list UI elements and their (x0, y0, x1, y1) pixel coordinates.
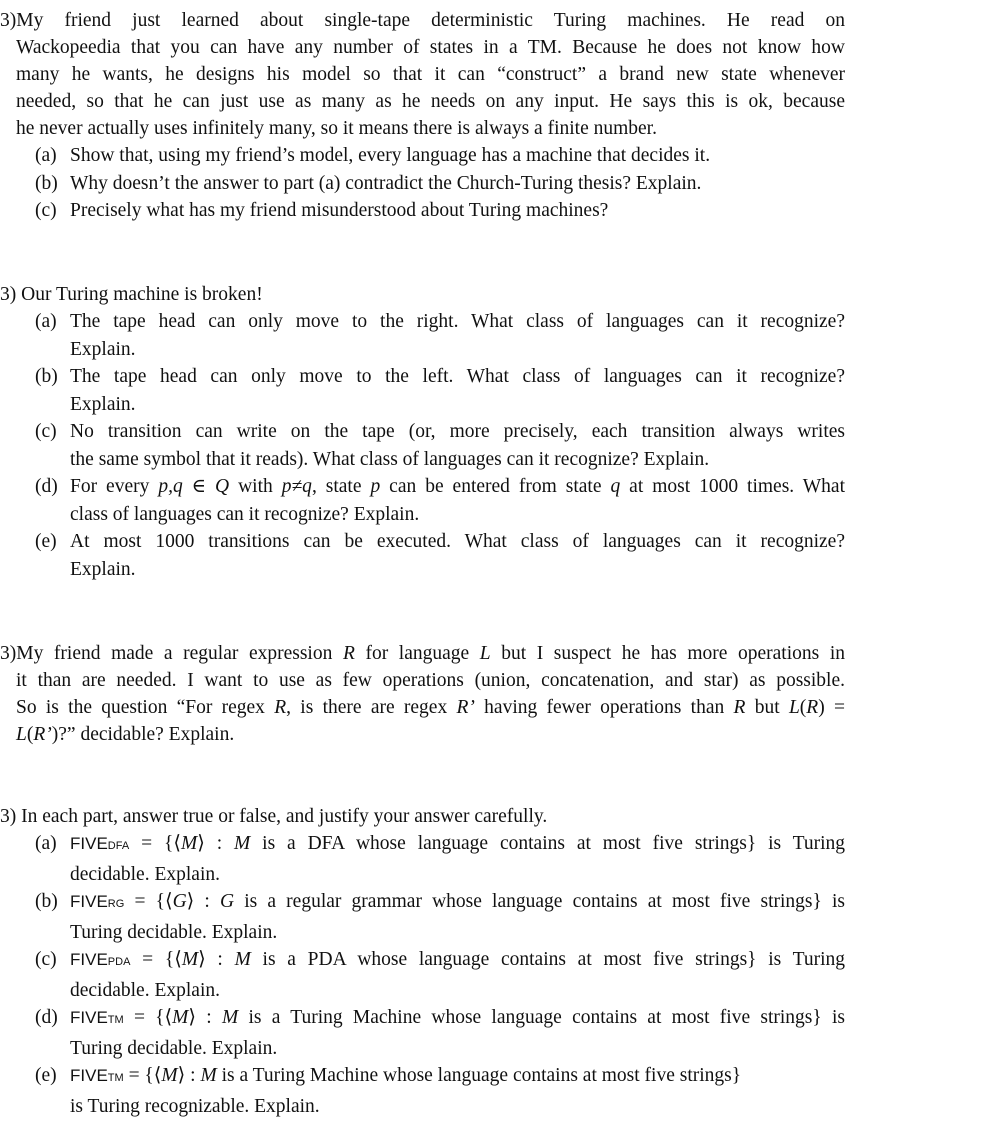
question-1-line-4: needed, so that he can just use as many as he needs on any input. He says this is ok, because (16, 91, 845, 112)
question-1 (0, 7, 845, 225)
question-1-parts (0, 142, 845, 225)
question-1-part-c: (c) Precisely what has my friend misunderstood about Turing machines? (35, 200, 609, 221)
question-4-part-d: (d) FIVETM = {⟨M⟩ : M is a Turing Machine whose language contains at most five strings} is Turing decidable. Explain. (35, 1007, 845, 1059)
question-4-parts (0, 830, 845, 1120)
question-4-stem: 3) In each part, answer true or false, and justify your answer carefully. (0, 806, 548, 827)
question-1-line-1: 3)My friend just learned about single-tape deterministic Turing machines. He read on (0, 10, 845, 31)
question-3-number: 3) (0, 643, 17, 664)
question-2-stem: 3) Our Turing machine is broken! (0, 284, 263, 305)
question-3-line-1: 3)My friend made a regular expression R for language L but I suspect he has more operations in (0, 643, 845, 664)
question-3 (0, 640, 845, 748)
question-1-line-2: Wackopeedia that you can have any number of states in a TM. Because he does not know how (16, 37, 845, 58)
question-3-line-2: it than are needed. I want to use as few operations (union, concatenation, and star) as possible. (16, 670, 845, 691)
question-3-line-4: L(R’)?” decidable? Explain. (16, 724, 235, 745)
question-1-line-3: many he wants, he designs his model so that it can “construct” a brand new state whenever (16, 64, 845, 85)
question-1-number: 3) (0, 10, 17, 31)
question-2 (0, 281, 845, 583)
question-2-part-d: (d) For every p,q ∈ Q with p≠q, state p can be entered from state q at most 1000 times. What class of languages can it recognize? Explain. (35, 476, 845, 525)
question-3-line-3: So is the question “For regex R, is there are regex R’ having fewer operations than R but L(R) = (16, 697, 845, 718)
question-2-parts (0, 308, 845, 583)
question-4-number: 3) (0, 806, 17, 827)
question-2-part-c: (c) No transition can write on the tape (or, more precisely, each transition always writes the same symbol that it reads). What class of languages can it recognize? Explain. (35, 421, 845, 470)
question-2-part-e: (e) At most 1000 transitions can be executed. What class of languages can it recognize? Explain. (35, 531, 845, 580)
question-2-part-a: (a) The tape head can only move to the right. What class of languages can it recognize? Explain. (35, 311, 845, 360)
question-2-number: 3) (0, 284, 17, 305)
question-1-part-a: (a) Show that, using my friend’s model, every language has a machine that decides it. (35, 145, 711, 166)
question-4-part-b: (b) FIVERG = {⟨G⟩ : G is a regular grammar whose language contains at most five strings} is Turing decidable. Explain. (35, 891, 845, 943)
question-1-line-5: he never actually uses infinitely many, so it means there is always a finite number. (16, 118, 657, 139)
question-4-part-c: (c) FIVEPDA = {⟨M⟩ : M is a PDA whose language contains at most five strings} is Turing decidable. Explain. (35, 949, 846, 1001)
question-4-part-e: (e) FIVETM = {⟨M⟩ : M is a Turing Machine whose language contains at most five strings} is Turing recognizable. Explain. (35, 1065, 742, 1117)
question-4 (0, 803, 845, 1120)
question-2-part-b: (b) The tape head can only move to the left. What class of languages can it recognize? Explain. (35, 366, 845, 415)
question-1-part-b: (b) Why doesn’t the answer to part (a) contradict the Church-Turing thesis? Explain. (35, 172, 702, 194)
question-4-part-a: (a) FIVEDFA = {⟨M⟩ : M is a DFA whose language contains at most five strings} is Turing decidable. Explain. (35, 833, 846, 885)
